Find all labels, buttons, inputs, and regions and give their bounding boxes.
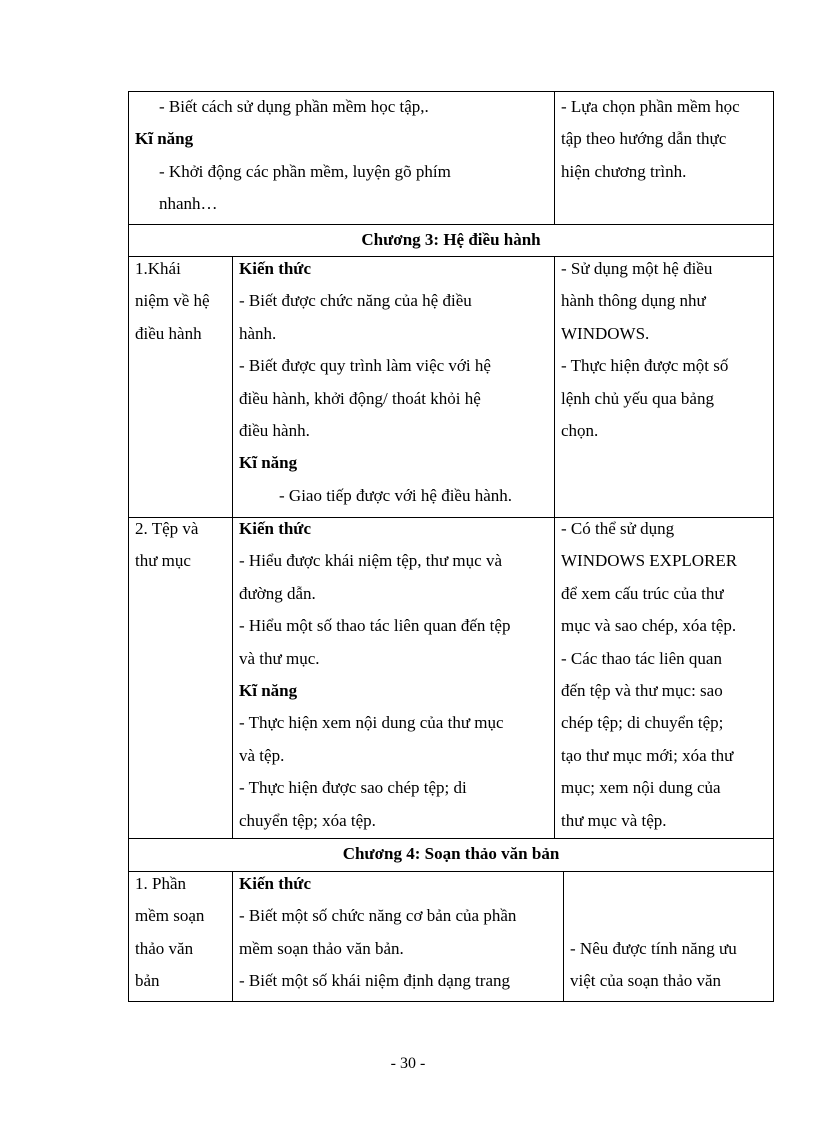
text-line: hành thông dụng như	[561, 291, 706, 311]
topic-cell	[129, 253, 232, 350]
text-line: đến tệp và thư mục: sao	[561, 680, 723, 700]
text-line: thư mục và tệp.	[561, 810, 667, 830]
table-border-right	[773, 91, 774, 1002]
text-line: 2. Tệp và	[135, 519, 199, 538]
requirement-cell	[564, 868, 773, 998]
text-line: - Giao tiếp được với hệ điều hành.	[279, 485, 513, 505]
text-line: WINDOWS.	[561, 323, 650, 343]
content-cell	[233, 513, 554, 837]
text-line: mục; xem nội dung của	[561, 778, 721, 798]
text-line: chuyển tệp; xóa tệp.	[239, 810, 376, 830]
text-line: nhanh…	[159, 194, 218, 214]
chapter-title: Chương 3: Hệ điều hành	[361, 230, 541, 249]
chapter-4-header	[129, 838, 773, 870]
requirement-cell	[555, 513, 773, 837]
text-line: - Biết được chức năng của hệ điều	[239, 291, 472, 311]
text-line: - Khởi động các phần mềm, luyện gõ phím	[159, 161, 451, 181]
page-number: - 30 -	[390, 1055, 426, 1072]
skills-heading: Kĩ năng	[239, 453, 298, 473]
text-line: - Biết cách sử dụng phần mềm học tập,.	[159, 97, 429, 116]
text-line: - Có thể sử dụng	[561, 519, 675, 538]
text-line: thảo văn	[135, 938, 194, 958]
text-line: - Biết một số khái niệm định dạng trang	[239, 971, 511, 991]
text-line: tập theo hướng dẫn thực	[561, 129, 727, 149]
text-line: WINDOWS EXPLORER	[561, 551, 738, 571]
text-line: điều hành	[135, 323, 202, 343]
text-line: việt của soạn thảo văn	[570, 971, 722, 991]
chapter-title: Chương 4: Soạn thảo văn bản	[342, 844, 560, 863]
text-line: niệm về hệ	[135, 291, 210, 311]
content-cell	[233, 253, 554, 512]
text-line: - Thực hiện được một số	[561, 356, 729, 376]
text-line: và tệp.	[239, 745, 285, 765]
text-line: mục và sao chép, xóa tệp.	[561, 616, 737, 636]
text-line: bản	[135, 971, 160, 991]
top-row-content-cell	[129, 91, 554, 221]
text-line: - Thực hiện được sao chép tệp; di	[239, 778, 467, 798]
knowledge-heading: Kiến thức	[239, 874, 312, 893]
text-line: hiện chương trình.	[561, 161, 687, 181]
text-line: đường dẫn.	[239, 583, 316, 603]
text-line: - Các thao tác liên quan	[561, 648, 722, 668]
knowledge-heading: Kiến thức	[239, 259, 312, 278]
text-line: chép tệp; di chuyển tệp;	[561, 713, 724, 733]
text-line: mềm soạn	[135, 906, 205, 926]
knowledge-heading: Kiến thức	[239, 519, 312, 538]
skills-heading: Kĩ năng	[239, 680, 298, 700]
text-line: 1.Khái	[135, 259, 181, 278]
text-line: điều hành.	[239, 420, 310, 440]
text-line	[570, 900, 767, 932]
text-line: - Sử dụng một hệ điều	[561, 259, 713, 278]
text-line: lệnh chủ yếu qua bảng	[561, 388, 714, 408]
text-line: - Lựa chọn phần mềm học	[561, 97, 740, 116]
text-line: 1. Phần	[135, 874, 186, 893]
text-line: tạo thư mục mới; xóa thư	[561, 745, 734, 765]
skills-heading: Kĩ năng	[135, 129, 194, 149]
top-row-requirement-cell	[555, 91, 773, 188]
text-line: điều hành, khởi động/ thoát khỏi hệ	[239, 388, 481, 408]
topic-cell	[129, 868, 232, 998]
text-line: - Thực hiện xem nội dung của thư mục	[239, 713, 504, 733]
chapter-3-header	[129, 224, 773, 256]
text-line: mềm soạn thảo văn bản.	[239, 938, 404, 958]
text-line: - Hiểu được khái niệm tệp, thư mục và	[239, 551, 502, 571]
table-border-bottom	[128, 1001, 774, 1002]
text-line: hành.	[239, 323, 277, 343]
text-line: chọn.	[561, 420, 599, 440]
text-line: thư mục	[135, 551, 191, 571]
text-line: - Biết được quy trình làm việc với hệ	[239, 356, 491, 376]
text-line: - Hiểu một số thao tác liên quan đến tệp	[239, 616, 511, 636]
text-line: - Biết một số chức năng cơ bản của phần	[239, 906, 517, 926]
text-line: - Nêu được tính năng ưu	[570, 938, 737, 958]
text-line: và thư mục.	[239, 648, 320, 668]
text-line: để xem cấu trúc của thư	[561, 583, 724, 603]
text-line	[570, 868, 767, 900]
topic-cell	[129, 513, 232, 578]
requirement-cell	[555, 253, 773, 447]
content-cell	[233, 868, 563, 998]
